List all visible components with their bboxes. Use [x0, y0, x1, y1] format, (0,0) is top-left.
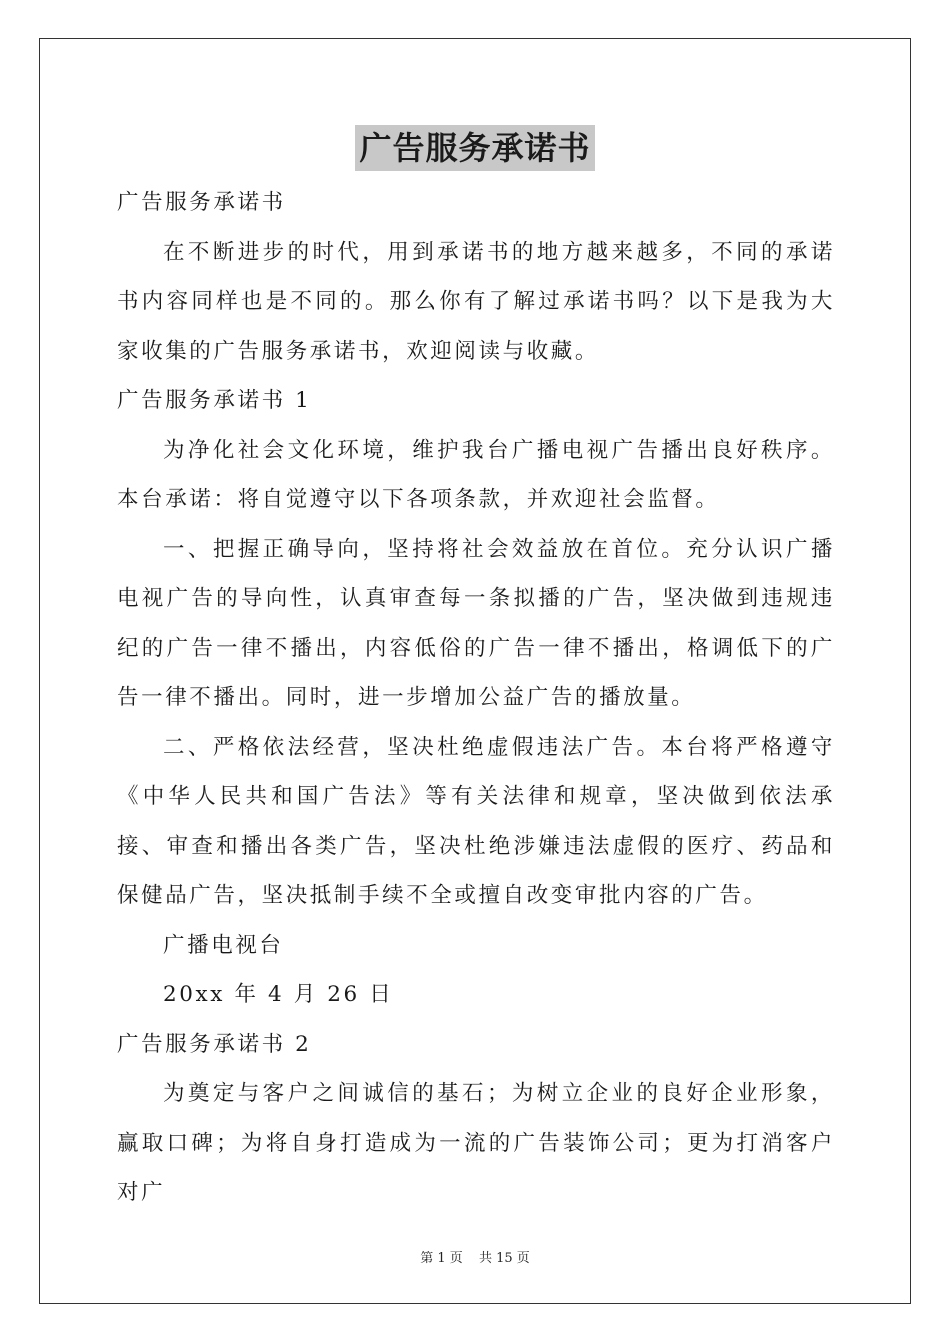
document-title: 广告服务承诺书 — [355, 125, 594, 171]
page-footer — [0, 1247, 950, 1266]
page-number: 第 1 页 — [420, 1251, 463, 1266]
title-area — [0, 125, 950, 171]
page-total: 共 15 页 — [478, 1251, 530, 1266]
date-line: 20xx 年 4 月 26 日 — [163, 982, 394, 1007]
body-paragraph: 在不断进步的时代，用到承诺书的地方越来越多，不同的承诺书内容同样也是不同的。那么你有了解过承诺书吗？以下是我为大家收集的广告服务承诺书，欢迎阅读与收藏。 — [117, 239, 835, 364]
section-heading: 广告服务承诺书 — [117, 190, 286, 215]
section-heading: 广告服务承诺书 2 — [117, 1031, 312, 1057]
body-paragraph: 为奠定与客户之间诚信的基石；为树立企业的良好企业形象，赢取口碑；为将自身打造成为一流的广告装饰公司；更为打消客户对广 — [117, 1081, 835, 1205]
body-paragraph: 二、严格依法经营，坚决杜绝虚假违法广告。本台将严格遵守《中华人民共和国广告法》等有关法律和规章，坚决做到依法承接、审查和播出各类广告，坚决杜绝涉嫌违法虚假的医疗、药品和保健品广告，坚决抵制手续不全或擅自改变审批内容的广告。 — [117, 734, 835, 908]
document-body — [117, 178, 835, 1218]
section-heading: 广告服务承诺书 1 — [117, 388, 312, 413]
body-paragraph: 一、把握正确导向，坚持将社会效益放在首位。充分认识广播电视广告的导向性，认真审查每一条拟播的广告，坚决做到违规违纪的广告一律不播出，内容低俗的广告一律不播出，格调低下的广告一律不播出。同时，进一步增加公益广告的播放量。 — [117, 536, 835, 710]
body-paragraph: 为净化社会文化环境，维护我台广播电视广告播出良好秩序。本台承诺：将自觉遵守以下各项条款，并欢迎社会监督。 — [117, 437, 835, 512]
signature-line: 广播电视台 — [163, 932, 284, 958]
